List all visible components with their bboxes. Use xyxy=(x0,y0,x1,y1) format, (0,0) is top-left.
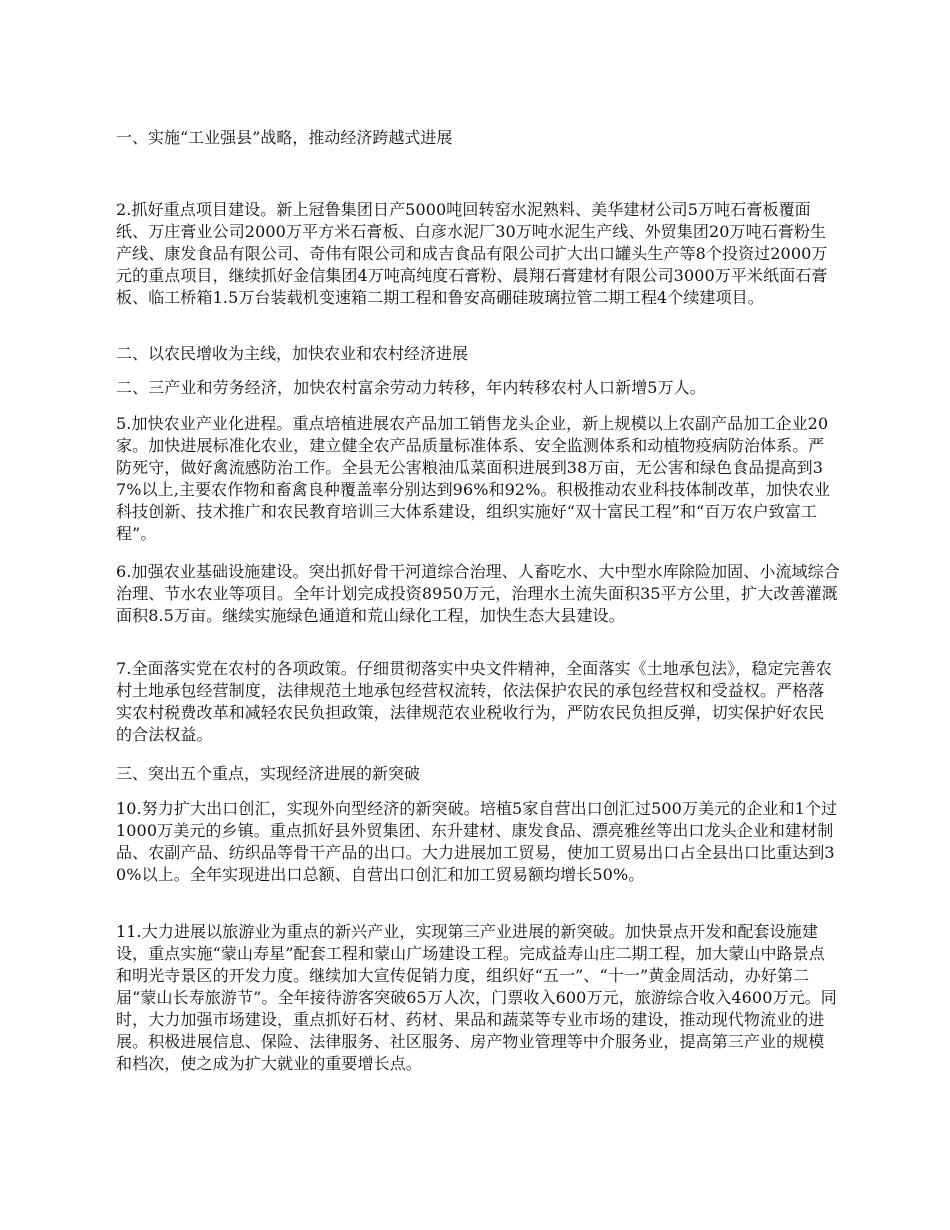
paragraph-6: 6.加强农业基础设施建设。突出抓好骨干河道综合治理、人畜吃水、大中型水库除险加固、小流域综合治理、节水农业等项目。全年计划完成投资8950万元，治理水土流失面积35平方公里，扩大改善灌溉面积8.5万亩。继续实施绿色通道和荒山绿化工程，加快生态大县建设。 xyxy=(116,562,840,625)
paragraph-5: 5.加快农业产业化进程。重点培植进展农产品加工销售龙头企业，新上规模以上农副产品加工企业20家。加快进展标准化农业，建立健全农产品质量标准体系、安全监测体系和动植物疫病防治体系。严防死守，做好禽流感防治工作。全县无公害粮油瓜菜面积进展到38万亩，无公害和绿色食品提高到37%以上,主要农作物和畜禽良种覆盖率分别达到96%和92%。积极推动农业科技体制改革，加快农业科技创新、技术推广和农民教育培训三大体系建设，组织实施好“双十富民工程”和“百万农户致富工程”。 xyxy=(116,414,831,543)
paragraph-10: 10.努力扩大出口创汇，实现外向型经济的新突破。培植5家自营出口创汇过500万美元的企业和1个过1000万美元的乡镇。重点抓好县外贸集团、东升建材、康发食品、漂亮雅丝等出口龙头企业和建材制品、农副产品、纺织品等骨干产品的出口。大力进展加工贸易，使加工贸易出口占全县出口比重达到30%以上。全年实现进出口总额、自营出口创汇和加工贸易额均增长50%。 xyxy=(116,799,838,884)
section-heading-1: 一、实施“工业强县”战略，推动经济跨越式进展 xyxy=(116,128,453,147)
paragraph-7: 7.全面落实党在农村的各项政策。仔细贯彻落实中央文件精神，全面落实《土地承包法》，稳定完善农村土地承包经营制度，法律规范土地承包经营权流转，依法保护农民的承包经营权和受益权。严格落实农村税费改革和减轻农民负担政策，法律规范农业税收行为，严防农民负担反弹，切实保护好农民的合法权益。 xyxy=(116,659,832,744)
paragraph-11: 11.大力进展以旅游业为重点的新兴产业，实现第三产业进展的新突破。加快景点开发和配套设施建设，重点实施“蒙山寿星”配套工程和蒙山广场建设工程。完成益寿山庄二期工程，加大蒙山中路景点和明光寺景区的开发力度。继续加大宣传促销力度，组织好“五一”、“十一”黄金周活动，办好第二届“蒙山长寿旅游节”。全年接待游客突破65万人次，门票收入600万元，旅游综合收入4600万元。同时，大力加强市场建设，重点抓好石材、药材、果品和蔬菜等专业市场的建设，推动现代物流业的进展。积极进展信息、保险、法律服务、社区服务、房产物业管理等中介服务业，提高第三产业的规模和档次，使之成为扩大就业的重要增长点。 xyxy=(116,922,837,1073)
paragraph-2: 2.抓好重点项目建设。新上冠鲁集团日产5000吨回转窑水泥熟料、美华建材公司5万吨石膏板覆面纸、万庄膏业公司2000万平方米石膏板、白彦水泥厂30万吨水泥生产线、外贸集团20万吨石膏粉生产线、康发食品有限公司、奇伟有限公司和成吉食品有限公司扩大出口罐头生产等8个投资过2000万元的重点项目，继续抓好金信集团4万吨高纯度石膏粉、晨翔石膏建材有限公司3000万平米纸面石膏板、临工桥箱1.5万台装载机变速箱二期工程和鲁安高硼硅玻璃拉管二期工程4个续建项目。 xyxy=(116,200,828,307)
section-heading-3: 三、突出五个重点，实现经济进展的新突破 xyxy=(116,764,421,783)
section-heading-2: 二、以农民增收为主线，加快农业和农村经济进展 xyxy=(116,344,469,363)
paragraph-intro-2: 二、三产业和劳务经济，加快农村富余劳动力转移，年内转移农村人口新增5万人。 xyxy=(116,378,706,397)
